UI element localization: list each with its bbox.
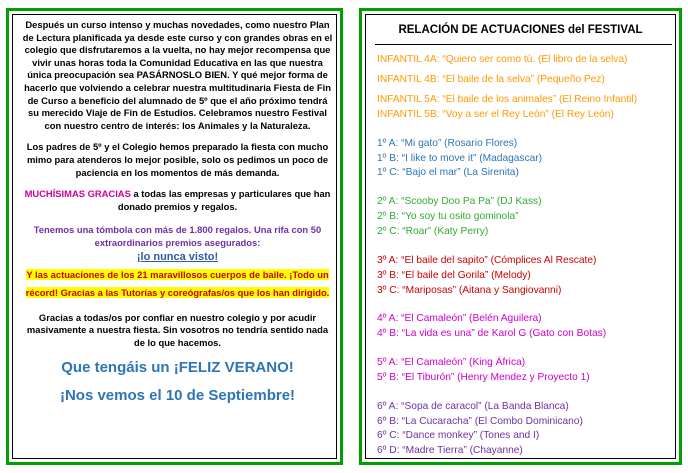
performance-text: “La Cucaracha” (El Combo Dominicano) xyxy=(398,416,583,427)
performance-grade: 6º A: xyxy=(377,401,399,412)
performance-grade: 4º A: xyxy=(377,313,399,324)
performance-item xyxy=(377,444,677,458)
performance-text: “La vida es una” de Karol G (Gato con Botas) xyxy=(398,328,607,339)
performance-text: “El Camaleón” (Belén Aguilera) xyxy=(398,313,542,324)
performance-text: “El baile de los animales” (El Reino Infantil) xyxy=(439,94,638,105)
performance-item xyxy=(377,53,677,67)
thanks-highlight: MUCHÍSIMAS GRACIAS xyxy=(24,188,131,200)
performance-grade: INFANTIL 4A: xyxy=(377,54,440,65)
performance-text: “Voy a ser el Rey León” (El Rey León) xyxy=(439,109,614,120)
performance-text: “Mariposas” (Aitana y Sangiovanni) xyxy=(399,285,562,296)
performance-item xyxy=(377,400,677,414)
performance-item xyxy=(377,73,677,87)
performance-text: “Dance monkey” (Tones and I) xyxy=(399,430,540,441)
performance-text: “Yo soy tu osito gominola” xyxy=(398,211,519,222)
performance-grade: 6º B: xyxy=(377,416,399,427)
performance-grade: 3º A: xyxy=(377,255,399,266)
performance-text: “Scooby Doo Pa Pa” (DJ Kass) xyxy=(398,196,542,207)
performance-item xyxy=(377,371,677,385)
performance-text: “Mi gato” (Rosario Flores) xyxy=(398,138,518,149)
intro-paragraph: Después un curso intenso y muchas novedades, como nuestro Plan de Lectura planificada ya desde este curso y con grandes obras en el colegio que disfrutaremos a la vuelta, no hay mejor recompensa que vivir unas horas toda la Comunidad Educativa en las que nuestra única preocupación sea PASÁRNOSLO BIEN. Y qué mejor forma de hacerlo que volviendo a celebrar nuestra multitudinaria Fiesta de Fin de Curso a beneficio del alumnado de 5º que el año próximo tendrá su merecido Viaje de Fin de Estudios. Celebramos nuestro Festival con nuestro centro de interés: los Animales y la Naturaleza. xyxy=(22,19,333,131)
left-panel xyxy=(6,8,343,465)
performance-text: “I like to move it” (Madagascar) xyxy=(398,153,543,164)
performance-text: “Roar” (Katy Perry) xyxy=(399,226,489,237)
nunca-visto-text: ¡lo nunca visto! xyxy=(136,250,219,263)
performance-item xyxy=(377,195,677,209)
performance-grade: 2º C: xyxy=(377,226,400,237)
performance-item xyxy=(377,429,677,443)
performance-item xyxy=(377,210,677,224)
performance-grade: 5º A: xyxy=(377,357,399,368)
performance-grade: 1º C: xyxy=(377,167,400,178)
performance-text: “El baile del Gorila” (Melody) xyxy=(398,270,531,281)
performance-grade: INFANTIL 5A: xyxy=(377,94,440,105)
performance-grade: INFANTIL 4B: xyxy=(377,74,440,85)
summer-greeting: Que tengáis un ¡FELIZ VERANO! xyxy=(61,359,294,377)
performance-item xyxy=(377,254,677,268)
performance-grade: 1º B: xyxy=(377,153,399,164)
performance-item xyxy=(377,327,677,341)
performance-item xyxy=(377,93,677,107)
performance-item xyxy=(377,269,677,283)
highlight-block xyxy=(21,265,334,301)
performance-grade: 6º D: xyxy=(377,445,400,456)
performance-text: “El baile de la selva” (Pequeño Pez) xyxy=(439,74,605,85)
performance-item xyxy=(377,284,677,298)
performance-grade: 5º B: xyxy=(377,372,399,383)
performance-text: “El baile del sapito” (Cómplices Al Rescate) xyxy=(398,255,597,266)
gratitude-paragraph: Gracias a todas/os por confiar en nuestro colegio y por acudir masivamente a nuestra fiesta. Sin vosotros no tendría sentido nada de lo que hacemos. xyxy=(26,311,329,348)
performance-grade: 6º C: xyxy=(377,430,400,441)
performance-item xyxy=(377,356,677,370)
performance-text: “Bajo el mar” (La Sirenita) xyxy=(399,167,519,178)
performance-item xyxy=(377,152,677,166)
dances-highlight: Y las actuaciones de los 21 maravillosos cuerpos de baile. ¡Todo un récord! Gracias a las Tutorías y coreógrafas/os que los han dirigido. xyxy=(25,268,330,298)
performance-text: “Sopa de caracol” (La Banda Blanca) xyxy=(398,401,569,412)
performance-item xyxy=(377,225,677,239)
performance-item xyxy=(377,312,677,326)
performance-grade: 2º B: xyxy=(377,211,399,222)
performance-text: “Quiero ser como tú. (El libro de la selva) xyxy=(439,54,628,65)
performance-text: “El Camaleón” (King África) xyxy=(398,357,526,368)
performance-grade: 1º A: xyxy=(377,138,399,149)
performance-item xyxy=(377,108,677,122)
performance-item xyxy=(377,415,677,429)
parents-paragraph: Los padres de 5º y el Colegio hemos preparado la fiesta con mucho mimo para atenderos lo mejor posible, solo os pedimos un poco de paciencia en los momentos de más demanda. xyxy=(26,141,329,178)
see-you-greeting: ¡Nos vemos el 10 de Septiembre! xyxy=(59,387,296,405)
thanks-paragraph xyxy=(21,188,334,213)
performance-item xyxy=(377,137,677,151)
performance-grade: 2º A: xyxy=(377,196,399,207)
thanks-rest: a todas las empresas y particulares que han donado premios y regalos. xyxy=(117,188,331,212)
title-divider xyxy=(375,44,672,45)
performance-grade: 3º C: xyxy=(377,285,400,296)
left-content xyxy=(21,17,334,405)
performance-text: “Madre Tierra” (Chayanne) xyxy=(399,445,523,456)
performance-text: “El Tiburón” (Henry Mendez y Proyecto 1) xyxy=(398,372,590,383)
festival-title: RELACIÓN DE ACTUACIONES del FESTIVAL xyxy=(398,24,643,36)
tombola-paragraph: Tenemos una tómbola con más de 1.800 regalos. Una rifa con 50 extraordinarios premios asegurados: xyxy=(33,224,322,248)
performance-grade: INFANTIL 5B: xyxy=(377,109,440,120)
performance-item xyxy=(377,166,677,180)
right-panel xyxy=(359,8,682,465)
performance-grade: 4º B: xyxy=(377,328,399,339)
performance-grade: 3º B: xyxy=(377,270,399,281)
